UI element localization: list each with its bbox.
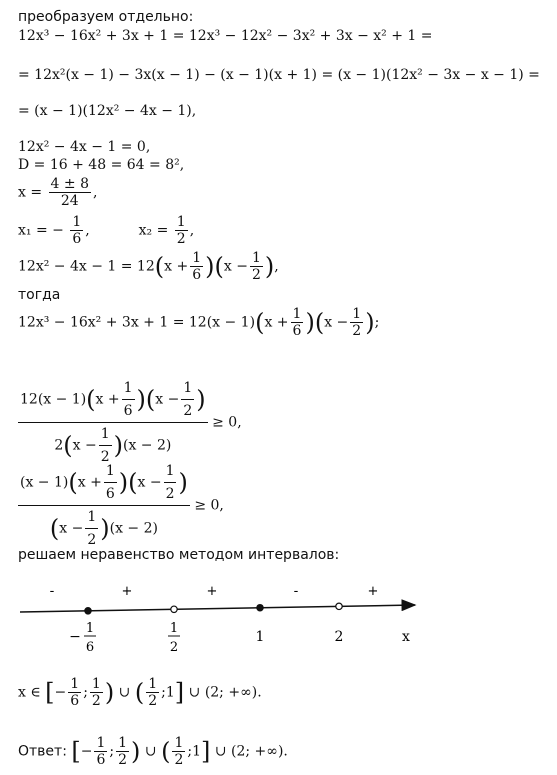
discriminant-line: D = 16 + 48 = 64 = 8²,	[18, 157, 185, 173]
interval-sign: +	[206, 584, 218, 599]
cubic-suffix: ;	[374, 314, 380, 331]
sol-frac-2-den: 2	[91, 693, 101, 709]
x2-suffix: ,	[189, 222, 195, 239]
factor-suffix: ,	[274, 258, 279, 275]
cubic-p2-numerator: 1	[352, 306, 362, 322]
ans-one: 1	[192, 743, 201, 760]
sol-union-2: ∪	[188, 684, 201, 701]
inequality-2	[18, 463, 224, 548]
ineq2-den-p-left: x −	[59, 520, 84, 537]
sol-frac-3-num: 1	[148, 676, 158, 692]
sol-semicolon-1: ;	[83, 684, 88, 701]
sol-frac-1-den: 6	[70, 693, 80, 709]
cubic-p2-denominator: 2	[352, 323, 362, 339]
open-point	[171, 606, 177, 612]
ans-union-2: ∪	[214, 743, 227, 760]
cubic-p1-denominator: 6	[292, 323, 302, 339]
x1-label: x₁ = −	[18, 222, 64, 239]
ineq1-p1-left: x +	[95, 391, 120, 408]
inequality-1-fraction	[18, 380, 208, 465]
factor-p1-left: x +	[164, 258, 189, 275]
sol-frac-2-num: 1	[91, 676, 101, 692]
ineq1-den-left: 2	[54, 437, 64, 454]
interval-sign: +	[367, 584, 379, 599]
number-line-axis	[20, 605, 415, 612]
inequality-1-numerator: 12(x − 1)(x + $\frac{1}{6}$ )(x − $\frac{1}{2}$ )	[18, 380, 208, 423]
ans-union-1: ∪	[144, 743, 157, 760]
then-word: тогда	[18, 287, 61, 303]
ans-tail: (2; +∞).	[231, 743, 288, 760]
ineq1-num-left: 12(x − 1)	[20, 391, 87, 408]
roots-prefix: x =	[18, 184, 43, 201]
ineq1-den-fraction	[99, 426, 112, 465]
cubic-factorization: 12x³ − 16x² + 3x + 1 = 12(x − 1)(x + $\frac{1}{6}$ )(x − $\frac{1}{2}$ );	[18, 306, 380, 339]
expansion-line-1: 12x³ − 16x² + 3x + 1 = 12x³ − 12x² − 3x² + 3x − x² + 1 =	[18, 28, 433, 44]
ans-frac-3-den: 2	[174, 752, 184, 768]
x1-numerator: 1	[72, 214, 82, 230]
roots-numerator: 4 ± 8	[50, 176, 89, 192]
roots-values	[18, 214, 194, 247]
x2-fraction	[175, 214, 188, 247]
ans-frac-2-den: 2	[118, 752, 128, 768]
sol-frac-1-num: 1	[70, 676, 80, 692]
x1-fraction	[70, 214, 83, 247]
ineq1-p1-numerator: 1	[122, 380, 135, 400]
cubic-left: 12x³ − 16x² + 3x + 1 = 12(x − 1)	[18, 314, 256, 331]
interval-sign: -	[49, 584, 55, 599]
factor-p1-fraction	[190, 250, 203, 283]
cubic-p1-left: x +	[264, 314, 289, 331]
ans-semicolon-1: ;	[109, 743, 115, 760]
ans-frac-2	[116, 735, 129, 768]
inequality-2-fraction	[18, 463, 190, 548]
method-text: решаем неравенство методом интервалов:	[18, 547, 340, 563]
ineq2-den-right: (x − 2)	[109, 520, 158, 537]
x2-label: x₂ =	[138, 222, 169, 239]
expansion-line-2: = 12x²(x − 1) − 3x(x − 1) − (x − 1)(x + 1) = (x − 1)(12x² − 3x − x − 1) =	[18, 67, 540, 83]
factor-p1-denominator: 6	[192, 267, 202, 283]
point-label-numerator: 1	[85, 621, 95, 636]
point-labels	[69, 621, 343, 655]
point-label-denominator: 2	[169, 640, 179, 655]
sol-union-1: ∪	[118, 684, 131, 701]
x2-numerator: 1	[176, 214, 186, 230]
ineq2-den-numerator: 1	[85, 509, 98, 529]
sol-semicolon-2: ;	[161, 684, 166, 701]
factor-left: 12x² − 4x − 1 = 12	[18, 258, 155, 275]
ineq2-p1-denominator: 6	[105, 486, 115, 502]
intro-text: преобразуем отдельно:	[18, 9, 194, 25]
open-point	[336, 603, 342, 609]
ans-frac-3	[172, 735, 185, 768]
ineq1-den-p-left: x −	[72, 437, 97, 454]
cubic-p2-fraction	[350, 306, 363, 339]
point-label-numerator: 1	[169, 621, 179, 636]
sol-frac-3-den: 2	[148, 693, 158, 709]
filled-point	[257, 605, 263, 611]
ineq1-p2-denominator: 2	[183, 403, 193, 419]
ans-frac-1-num: 1	[96, 735, 106, 751]
interval-sign: -	[293, 584, 299, 599]
ineq1-p1-fraction	[122, 380, 135, 419]
ineq2-p2-left: x −	[137, 474, 162, 491]
roots-suffix: ,	[92, 184, 98, 201]
ineq2-p1-left: x +	[77, 474, 102, 491]
quadratic-factorization: 12x² − 4x − 1 = 12(x + $\frac{1}{6}$ )(x − $\frac{1}{2}$ ),	[18, 250, 279, 283]
answer-prefix: Ответ:	[18, 743, 67, 760]
ans-minus: −	[80, 743, 93, 760]
interval-number-line	[0, 575, 557, 665]
point-label-sign: −	[69, 629, 81, 645]
ineq2-den-denominator: 2	[87, 532, 97, 548]
ineq1-p2-left: x −	[155, 391, 180, 408]
ineq2-p2-fraction	[164, 463, 177, 502]
inequality-2-rhs: ≥ 0,	[194, 497, 224, 514]
ineq2-p2-numerator: 1	[164, 463, 177, 483]
filled-point	[85, 608, 91, 614]
x1-suffix: ,	[85, 222, 90, 239]
ineq2-den-fraction	[85, 509, 98, 548]
sol-frac-3	[146, 676, 159, 709]
sol-one: 1	[165, 684, 175, 701]
axis-x-label: x	[402, 629, 410, 645]
factor-p1-numerator: 1	[192, 250, 202, 266]
quadratic-equation: 12x² − 4x − 1 = 0,	[18, 139, 151, 155]
ineq1-p2-numerator: 1	[181, 380, 194, 400]
solution-prefix: x ∈	[18, 684, 41, 701]
roots-denominator: 24	[60, 193, 79, 209]
ineq2-p1-numerator: 1	[104, 463, 117, 483]
ineq1-p1-denominator: 6	[123, 403, 133, 419]
point-label-denominator: 6	[85, 640, 95, 655]
ans-frac-1-den: 6	[96, 752, 106, 768]
roots-fraction	[49, 176, 91, 209]
factor-p2-fraction	[250, 250, 263, 283]
cubic-p1-fraction	[291, 306, 304, 339]
cubic-p1-numerator: 1	[292, 306, 302, 322]
point-label: 1	[255, 629, 265, 645]
ans-frac-3-num: 1	[174, 735, 184, 751]
factor-p2-numerator: 1	[251, 250, 261, 266]
ans-frac-2-num: 1	[118, 735, 128, 751]
factor-p2-denominator: 2	[251, 267, 261, 283]
point-label: 2	[334, 629, 344, 645]
ineq1-den-denominator: 2	[100, 449, 110, 465]
inequality-1-rhs: ≥ 0,	[212, 414, 242, 431]
cubic-p2-left: x −	[324, 314, 349, 331]
ineq1-den-numerator: 1	[99, 426, 112, 446]
sol-frac-2	[90, 676, 103, 709]
sol-tail: (2; +∞).	[204, 684, 262, 701]
answer-line: Ответ: [− $\frac{1}{6}$ ; $\frac{1}{2}$ ) ∪ ( $\frac{1}{2}$ ;1] ∪ (2; +∞).	[18, 735, 288, 768]
ineq1-p2-fraction	[181, 380, 194, 419]
ineq2-p2-denominator: 2	[165, 486, 175, 502]
interval-sign: +	[121, 584, 133, 599]
ineq1-den-right: (x − 2)	[122, 437, 172, 454]
factor-p2-left: x −	[223, 258, 248, 275]
ineq2-num-left: (x − 1)	[20, 474, 69, 491]
sol-frac-1	[68, 676, 81, 709]
ans-semicolon-2: ;	[187, 743, 193, 760]
inequality-1-denominator: 2(x − $\frac{1}{2}$ )(x − 2)	[54, 426, 172, 465]
inequality-2-denominator: (x − $\frac{1}{2}$ )(x − 2)	[49, 509, 158, 548]
interval-signs	[50, 584, 379, 599]
inequality-2-numerator: (x − 1)(x + $\frac{1}{6}$ )(x − $\frac{1}{2}$ )	[18, 463, 190, 506]
solution-line: x ∈ [− $\frac{1}{6}$ ; $\frac{1}{2}$ ) ∪ ( $\frac{1}{2}$ ;1] ∪ (2; +∞).	[18, 676, 262, 709]
ineq2-p1-fraction	[104, 463, 117, 502]
inequality-1	[18, 380, 242, 465]
x1-denominator: 6	[72, 231, 82, 247]
sol-minus: −	[54, 684, 67, 701]
x2-denominator: 2	[176, 231, 186, 247]
ans-frac-1	[94, 735, 107, 768]
expansion-line-3: = (x − 1)(12x² − 4x − 1),	[18, 103, 197, 119]
roots-formula	[18, 176, 97, 209]
